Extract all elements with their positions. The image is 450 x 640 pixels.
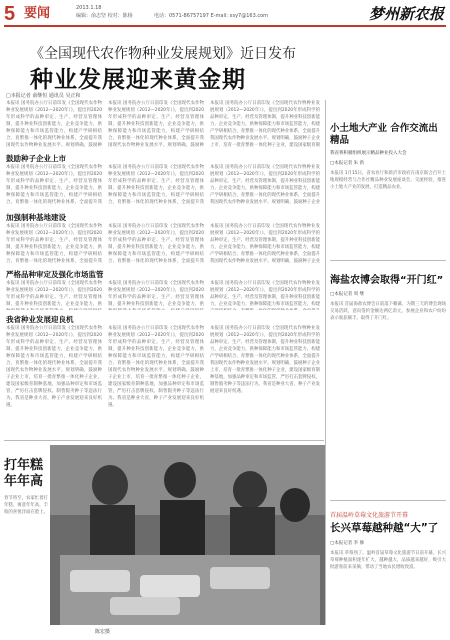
section1-col2: 本报讯 国务院办公厅日前印发《全国现代农作物种业发展规划（2012—2020年）》，提出到2020年形成科学的品种审定、生产、经营及管理体制，提升种业科技创新能力，企业竞争能力，供种保障能力和市场监管能力，构建产学研相结合、育繁推一体化的现代种业体系，全面提升我: [108, 165, 204, 205]
section1-col1: 本报讯 国务院办公厅日前印发《全国现代农作物种业发展规划（2012—2020年）》，提出到2020年形成科学的品种审定、生产、经营及管理体制，提升种业科技创新能力，企业竞争能力，供种保障能力和市场监管能力，构建产学研相结合、育繁推一体化的现代种业体系，全面提升我: [6, 165, 102, 205]
subhead-base: 加强制种基地建设: [6, 213, 66, 222]
right-top-byline: □本报记者 朱 新: [330, 161, 365, 166]
section3-col2: 本报讯 国务院办公厅日前印发《全国现代农作物种业发展规划（2012—2020年）》，提出到2020年形成科学的品种审定、生产、经营及管理体制，提升种业科技创新能力，企业竞争能力，供: [108, 281, 204, 307]
section-title: 要闻: [24, 6, 51, 21]
section4-col2: 本报讯 国务院办公厅日前印发《全国现代农作物种业发展规划（2012—2020年）》，提出到2020年形成科学的品种审定、生产、经营及管理体制，提升种业科技创新能力，企业竞争能力，供种保障能力和市场监管能力，构建产学研相结合、育繁推一体化的现代种业体系，全面提升我国现代农作物种业发展水平。规划明确，鼓励种子企业上市，培育一批育繁推一体化种子企业，建设国家级育制种基地，加强品种审定和市场监管，严厉打击套牌侵权、制售假劣种子等违法行为。我省是种业大省，种子产业发展迎来良好机遇。: [108, 326, 204, 408]
section1-col3: 本报讯 国务院办公厅日前印发《全国现代农作物种业发展规划（2012—2020年）》，提出到2020年形成科学的品种审定、生产、经营及管理体制，提升种业科技创新能力，企业竞争能力，供种保障能力和市场监管能力，构建产学研相结合、育繁推一体化的现代种业体系，全面提升我国现代农作物种业发展水平。规划明确，鼓励种子企业: [210, 165, 320, 205]
email: E-mail: xsy7@163.com: [210, 13, 269, 19]
section4-col3: 本报讯 国务院办公厅日前印发《全国现代农作物种业发展规划（2012—2020年）》，提出到2020年形成科学的品种审定、生产、经营及管理体制，提升种业科技创新能力，企业竞争能力，供种保障能力和市场监管能力，构建产学研相结合、育繁推一体化的现代种业体系，全面提升我国现代农作物种业发展水平。规划明确，鼓励种子企业上市，培育一批育繁推一体化种子企业，建设国家级育制种基地，加强品种审定和市场监管，严厉打击套牌侵权、制售假劣种子等违法行为。我省是种业大省，种子产业发展迎来良好机遇。: [210, 326, 320, 394]
section3-col1: 本报讯 国务院办公厅日前印发《全国现代农作物种业发展规划（2012—2020年）》，提出到2020年形成科学的品种审定、生产、经营及管理体制，提升种业科技创新能力，企业竞争能力，供: [6, 281, 102, 307]
masthead-logo: 梦州新农报: [368, 5, 444, 23]
section2-col1: 本报讯 国务院办公厅日前印发《全国现代农作物种业发展规划（2012—2020年）》，提出到2020年形成科学的品种审定、生产、经营及管理体制，提升种业科技创新能力，企业竞争能力，供种保障能力和市场监管能力，构建产学研相结合、育繁推一体化的现代种业体系，全面提升我: [6, 224, 102, 263]
photo-credit: 陈宏摄: [95, 629, 111, 635]
right-top-headline: 小土地大产业 合作交流出精品: [330, 123, 438, 146]
lead-byline: □本报记者 俞继恒 通讯员 吴正和: [6, 93, 81, 99]
phone: 电话：0571-86757197: [154, 13, 209, 19]
right-bottom-body: 本报讯 草莓熟了。温岭首届草莓文化旅游节日前开幕，长兴草莓种植面积逐年扩大，越种越大，品质越来越好，吸引大批游客前来采摘，带动了当地农民增收致富。: [330, 551, 446, 570]
page-number: 5: [4, 3, 16, 25]
photo-illustration: [50, 445, 325, 625]
section2-col2: 本报讯 国务院办公厅日前印发《全国现代农作物种业发展规划（2012—2020年）》，提出到2020年形成科学的品种审定、生产、经营及管理体制，提升种业科技创新能力，企业竞争能力，供种保障能力和市场监管能力，构建产学研相结合、育繁推一体化的现代种业体系，全面提升我: [108, 224, 204, 263]
editor-line: 编辑：俞志坚 校对：陈杨: [76, 13, 133, 19]
section2-col3: 本报讯 国务院办公厅日前印发《全国现代农作物种业发展规划（2012—2020年）》，提出到2020年形成科学的品种审定、生产、经营及管理体制，提升种业科技创新能力，企业竞争能力，供种保障能力和市场监管能力，构建产学研相结合、育繁推一体化的现代种业体系，全面提升我国现代农作物种业发展水平。规划明确，鼓励种子企业: [210, 224, 320, 263]
right-mid-body: 本报讯 首届海盐农博会日前落下帷幕，为期三天的博会现场交易活跃，意向签约金额达两亿余元，参展企业和农户纷纷表示收获颇丰，取得了开门红。: [330, 302, 446, 321]
contact-line: [154, 13, 268, 20]
right-mid-byline: □本报记者 周 继: [330, 292, 365, 297]
lead-headline: 种业发展迎来黄金期: [30, 67, 246, 93]
subhead-opportunity: 我省种业发展迎良机: [6, 315, 74, 324]
photo-feature-title: 打年糕 年年高: [4, 458, 44, 489]
right-top-body: 本报讯 1月15日，省农业厅和新沂市政府在南京联合召开土地规模经营与合作社精品种业发展座谈会，交流经验，推进小土地大产业的发展，打造精品农业。: [330, 171, 446, 190]
subhead-regulation: 严格品种审定及强化市场监管: [6, 270, 104, 279]
section4-col1: 本报讯 国务院办公厅日前印发《全国现代农作物种业发展规划（2012—2020年）》，提出到2020年形成科学的品种审定、生产、经营及管理体制，提升种业科技创新能力，企业竞争能力，供种保障能力和市场监管能力，构建产学研相结合、育繁推一体化的现代种业体系，全面提升我国现代农作物种业发展水平。规划明确，鼓励种子企业上市，培育一批育繁推一体化种子企业，建设国家级育制种基地，加强品种审定和市场监管，严厉打击套牌侵权、制售假劣种子等违法行为。我省是种业大省，种子产业发展迎来良好机遇。: [6, 326, 102, 408]
right-mid-headline: 海盐农博会取得“开门红”: [330, 275, 444, 286]
photo-feature-body: 春节将至，农家忙着打年糕，寓意年年高，丰收的喜悦洋溢在脸上。: [4, 496, 48, 515]
right-divider-1: [330, 260, 446, 261]
subhead-listing: 鼓励种子企业上市: [6, 154, 66, 163]
issue-date: 2013.1.18: [76, 5, 102, 11]
right-top-subtitle: 我省将积极组织展示精品种业投入大会: [330, 151, 407, 156]
lead-kicker: 《全国现代农作物种业发展规划》近日发布: [30, 46, 296, 62]
photo-divider: [4, 440, 324, 441]
news-photo: [50, 445, 325, 625]
page-header: [4, 3, 446, 27]
column-divider: [325, 100, 326, 625]
section3-col3: 本报讯 国务院办公厅日前印发《全国现代农作物种业发展规划（2012—2020年）》，提出到2020年形成科学的品种审定、生产、经营及管理体制，提升种业科技创新能力，企业竞争能力，供种保障能力和市场监管能力，构建: [210, 281, 320, 307]
lead-body-col2: 本报讯 国务院办公厅日前印发《全国现代农作物种业发展规划（2012—2020年）》，提出到2020年形成科学的品种审定、生产、经营及管理体制，提升种业科技创新能力，企业竞争能力，供种保障能力和市场监管能力，构建产学研相结合、育繁推一体化的现代种业体系，全面提升我国现代农作物种业发展水平。规划明确，鼓励种: [108, 101, 204, 148]
right-bottom-byline: □本报记者 李 修: [330, 541, 365, 546]
right-bottom-kicker: 首届温岭草莓文化旅游节开幕: [330, 512, 409, 519]
lead-body-col3: 本报讯 国务院办公厅日前印发《全国现代农作物种业发展规划（2012—2020年）》，提出到2020年形成科学的品种审定、生产、经营及管理体制，提升种业科技创新能力，企业竞争能力，供种保障能力和市场监管能力，构建产学研相结合、育繁推一体化的现代种业体系，全面提升我国现代农作物种业发展水平。规划明确，鼓励种子企业上市，培育一批育繁推一体化种子企业，建设国家级育制: [210, 101, 320, 148]
right-bottom-headline: 长兴草莓越种越“大”了: [330, 522, 439, 534]
lead-body-col1: 本报讯 国务院办公厅日前印发《全国现代农作物种业发展规划（2012—2020年）》，提出到2020年形成科学的品种审定、生产、经营及管理体制，提升种业科技创新能力，企业竞争能力，供种保障能力和市场监管能力，构建产学研相结合、育繁推一体化的现代种业体系，全面提升我国现代农作物种业发展水平。规划明确，鼓励种: [6, 101, 102, 148]
right-divider-2: [330, 500, 446, 501]
